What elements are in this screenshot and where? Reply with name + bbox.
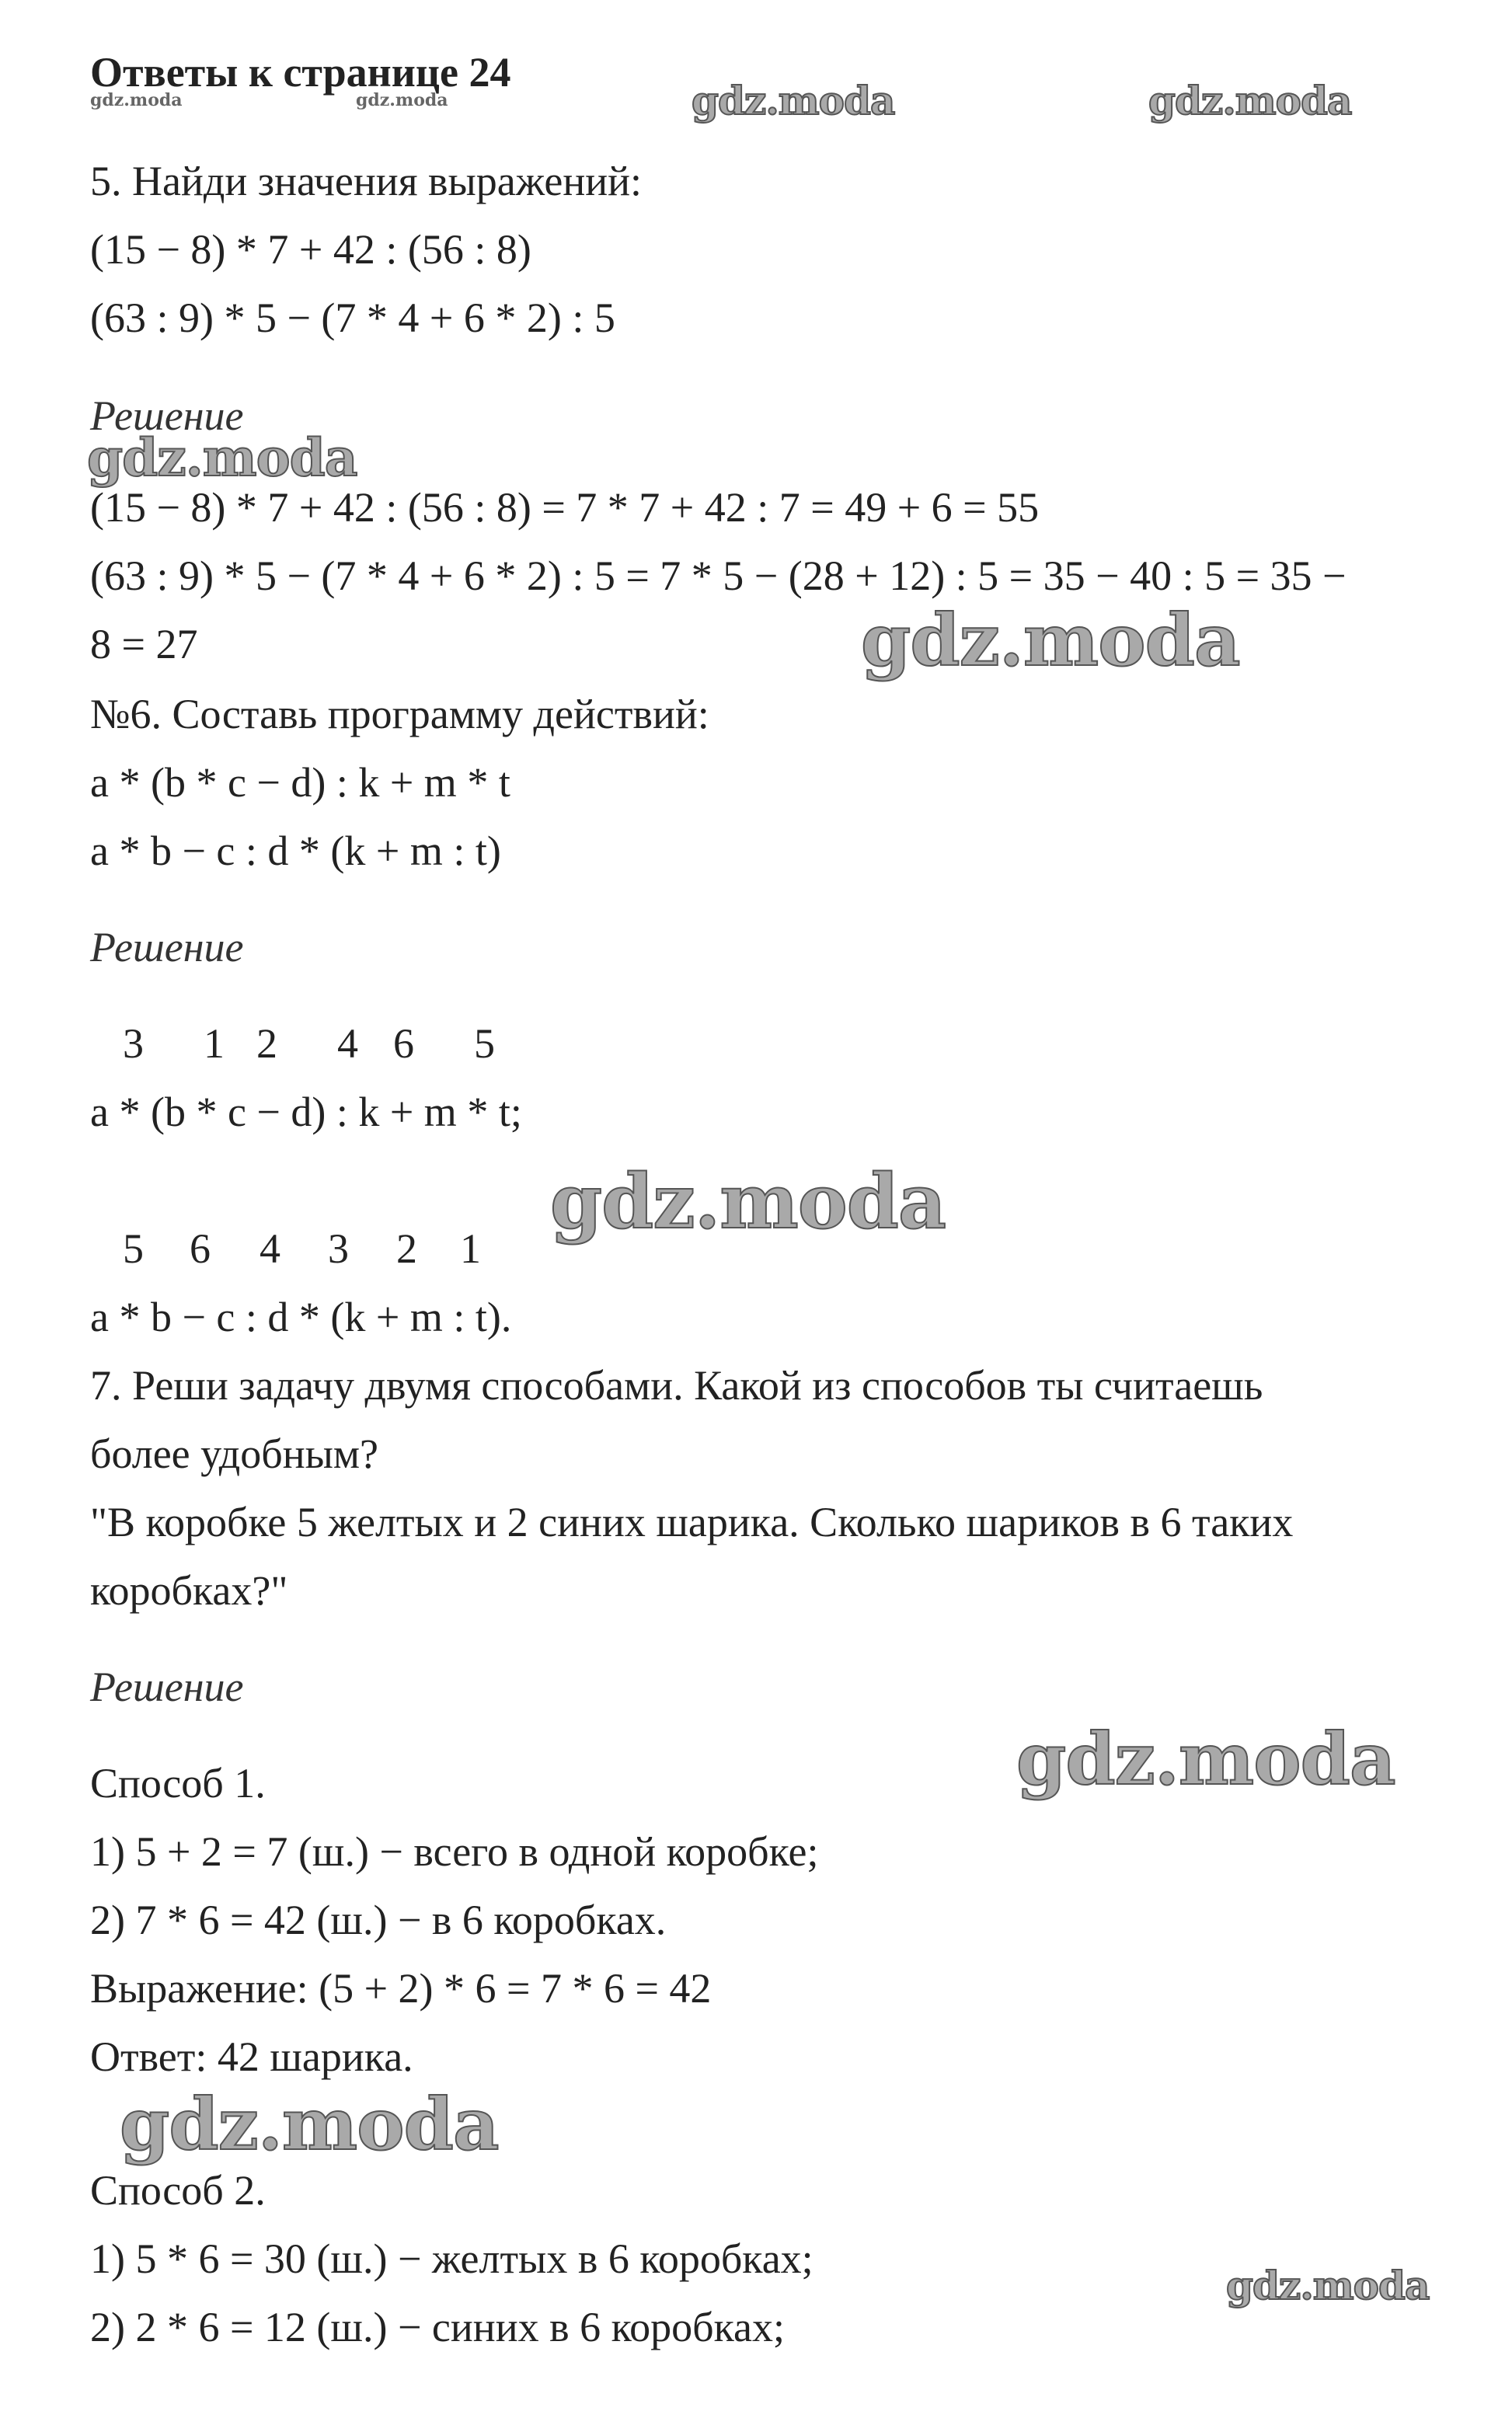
task7-problem-line2: коробках?" xyxy=(90,1567,288,1614)
task5-prompt: 5. Найди значения выражений: xyxy=(90,158,643,204)
task6-solution-label: Решение xyxy=(90,924,244,970)
task6-expr2: a * b − c : d * (k + m : t) xyxy=(90,827,501,874)
watermark: gdz.moda xyxy=(861,598,1240,682)
order-number: 2 xyxy=(396,1225,417,1272)
task6-program2: a * b − c : d * (k + m : t). xyxy=(90,1294,512,1340)
order-number: 1 xyxy=(460,1225,481,1272)
task5-answer1: (15 − 8) * 7 + 42 : (56 : 8) = 7 * 7 + 42 : 7 = 49 + 6 = 55 xyxy=(90,484,1040,531)
task6-prompt: №6. Составь программу действий: xyxy=(90,691,709,737)
watermark: gdz.moda xyxy=(1148,78,1352,124)
watermark: gdz.moda xyxy=(550,1158,946,1246)
watermark-small: gdz.moda xyxy=(90,90,183,110)
order-number: 1 xyxy=(204,1020,225,1067)
watermark: gdz.moda xyxy=(120,2082,499,2166)
method2-step2: 2) 2 * 6 = 12 (ш.) − синих в 6 коробках; xyxy=(90,2304,785,2350)
task5-expr2: (63 : 9) * 5 − (7 * 4 + 6 * 2) : 5 xyxy=(90,294,615,341)
watermark-small: gdz.moda xyxy=(356,90,448,110)
task5-answer2-line2: 8 = 27 xyxy=(90,621,198,667)
order-number: 6 xyxy=(190,1225,211,1272)
method2-step1: 1) 5 * 6 = 30 (ш.) − желтых в 6 коробках; xyxy=(90,2235,813,2282)
task7-prompt-line2: более удобным? xyxy=(90,1430,379,1477)
order-number: 4 xyxy=(337,1020,358,1067)
method2-title: Способ 2. xyxy=(90,2167,266,2214)
order-number: 5 xyxy=(474,1020,495,1067)
order-number: 3 xyxy=(123,1020,144,1067)
task5-expr1: (15 − 8) * 7 + 42 : (56 : 8) xyxy=(90,226,531,273)
task7-prompt-line1: 7. Реши задачу двумя способами. Какой из способов ты считаешь xyxy=(90,1362,1263,1409)
order-number: 2 xyxy=(256,1020,277,1067)
order-number: 5 xyxy=(123,1225,144,1272)
method1-step1: 1) 5 + 2 = 7 (ш.) − всего в одной коробке; xyxy=(90,1828,819,1875)
watermark: gdz.moda xyxy=(1016,1717,1395,1801)
task6-program1: a * (b * c − d) : k + m * t; xyxy=(90,1089,522,1135)
watermark: gdz.moda xyxy=(87,427,357,488)
task7-solution-label: Решение xyxy=(90,1664,244,1710)
watermark: gdz.moda xyxy=(692,78,895,124)
task7-problem-line1: "В коробке 5 желтых и 2 синих шарика. Сколько шариков в 6 таких xyxy=(90,1499,1294,1545)
order-number: 6 xyxy=(393,1020,414,1067)
page-title: Ответы к странице 24 xyxy=(90,49,511,96)
task6-expr1: a * (b * c − d) : k + m * t xyxy=(90,759,510,806)
task5-answer2-line1: (63 : 9) * 5 − (7 * 4 + 6 * 2) : 5 = 7 * 5 − (28 + 12) : 5 = 35 − 40 : 5 = 35 − xyxy=(90,552,1347,599)
method1-title: Способ 1. xyxy=(90,1760,266,1807)
watermark: gdz.moda xyxy=(1226,2263,1430,2308)
method1-answer: Ответ: 42 шарика. xyxy=(90,2033,413,2080)
method1-expression: Выражение: (5 + 2) * 6 = 7 * 6 = 42 xyxy=(90,1965,712,2012)
order-number: 4 xyxy=(260,1225,280,1272)
task5-solution-label: Решение xyxy=(90,392,244,439)
method1-step2: 2) 7 * 6 = 42 (ш.) − в 6 коробках. xyxy=(90,1897,667,1943)
order-number: 3 xyxy=(328,1225,349,1272)
